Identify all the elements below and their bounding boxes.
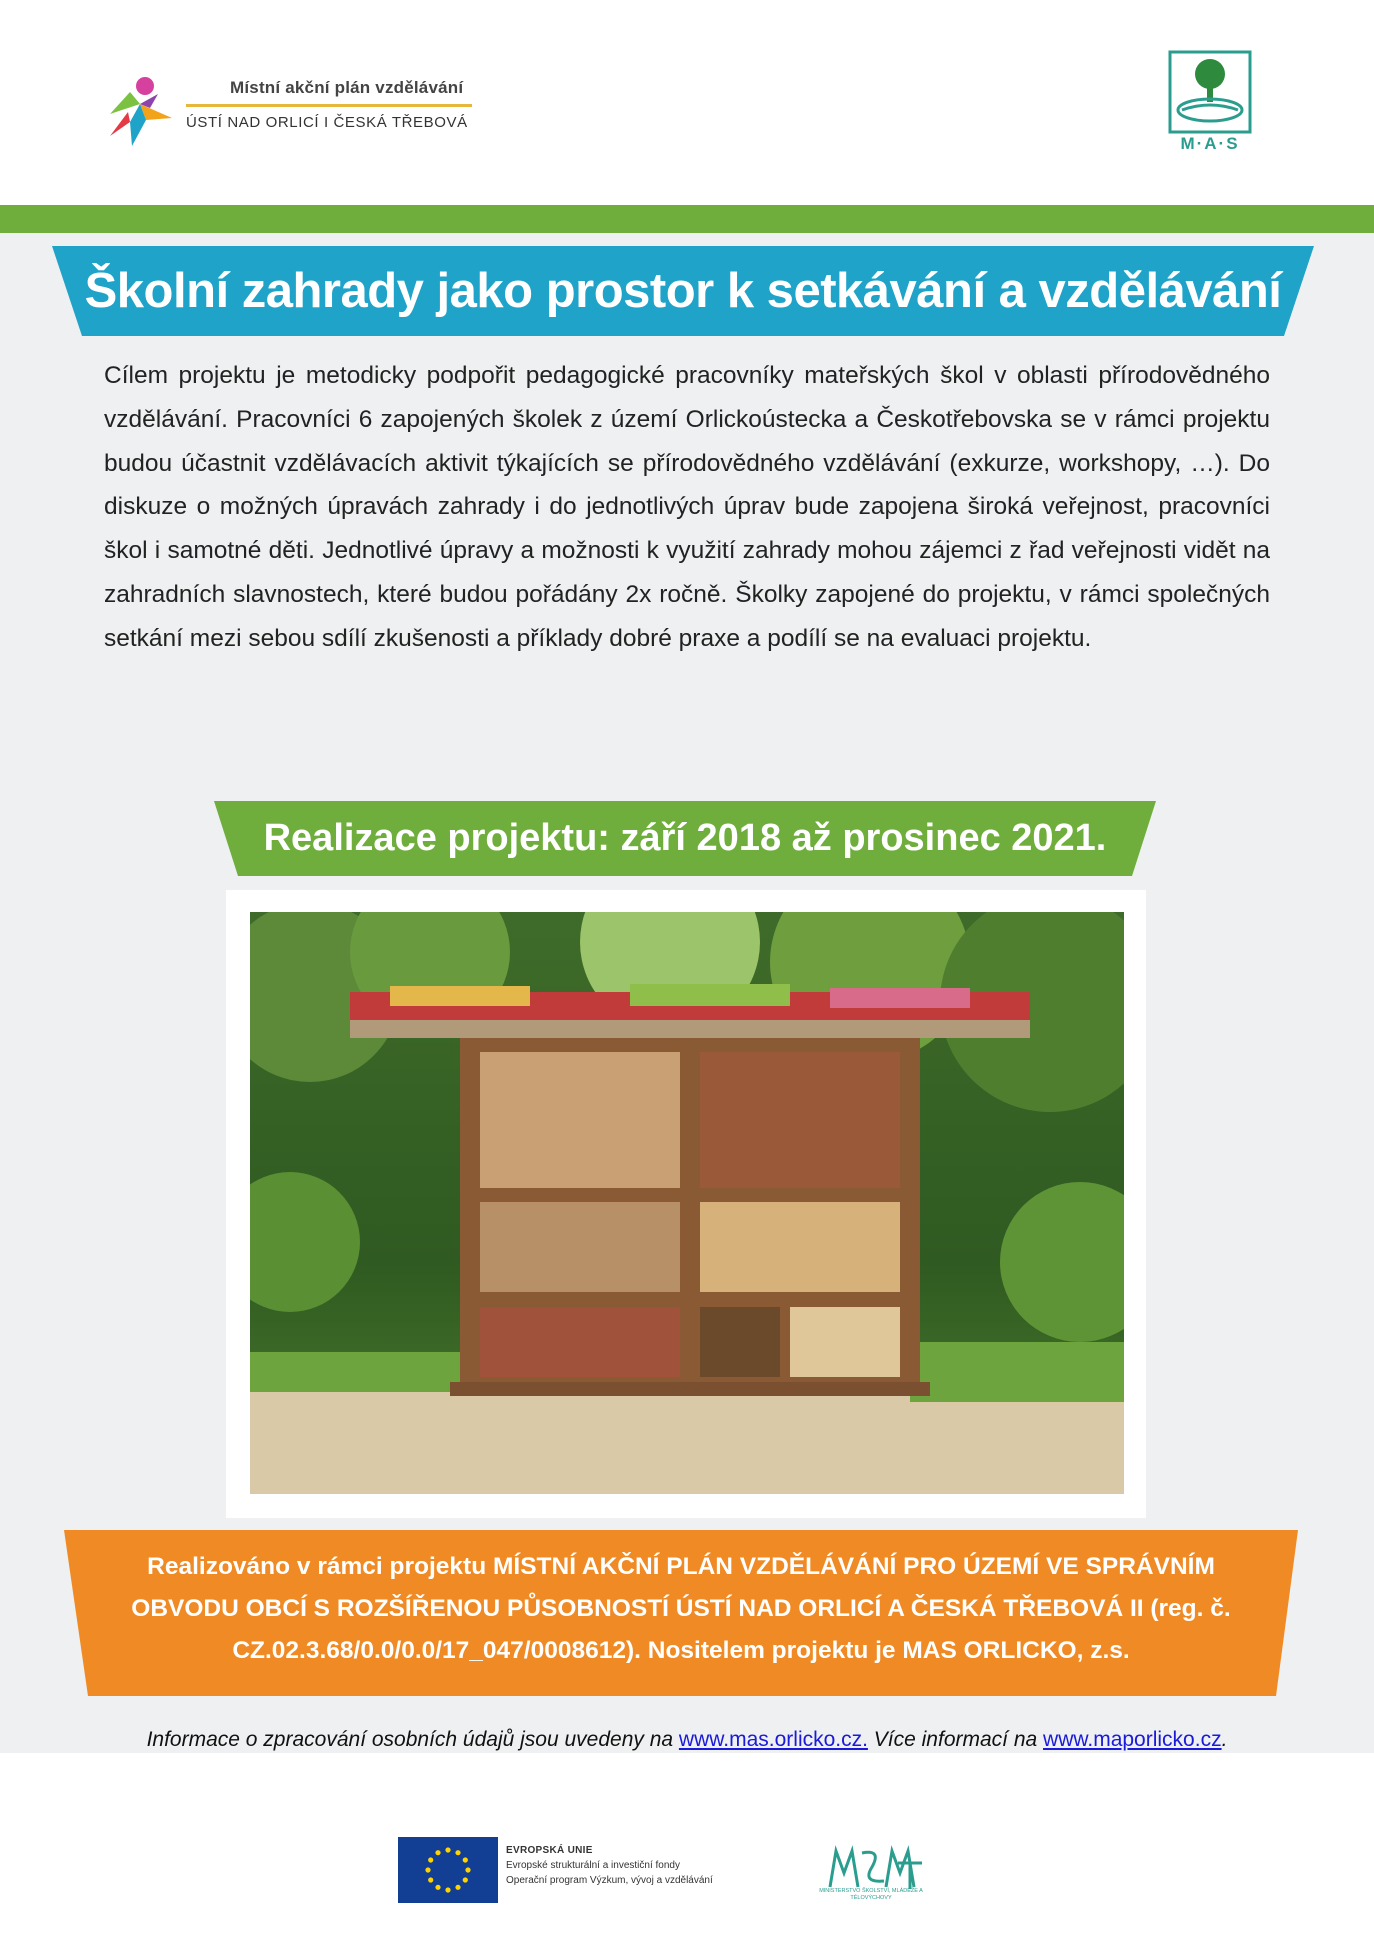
map-logo-line2: ÚSTÍ NAD ORLICÍ I ČESKÁ TŘEBOVÁ <box>186 114 468 131</box>
realization-text: Realizace projektu: září 2018 až prosinec 2021. <box>263 817 1107 859</box>
maporlicko-link[interactable]: www.maporlicko.cz <box>1043 1728 1222 1751</box>
page-title: Školní zahrady jako prostor k setkávání a vzdělávání <box>84 264 1282 318</box>
star-person-icon <box>100 74 180 154</box>
mas-tree-icon <box>1168 50 1252 134</box>
eu-line3: Operační program Výzkum, vývoj a vzdělávání <box>506 1875 713 1886</box>
eu-text-block <box>506 1843 776 1888</box>
realization-banner <box>214 801 1156 876</box>
info-text-before: Informace o zpracování osobních údajů jsou uvedeny na <box>146 1728 679 1751</box>
map-logo-line1: Místní akční plán vzdělávání <box>230 78 464 97</box>
title-banner <box>52 246 1314 336</box>
eu-line2: Evropské strukturální a investiční fondy <box>506 1860 680 1871</box>
msmt-text: MINISTERSTVO ŠKOLSTVÍ, MLÁDEŽE A TĚLOVÝCHOVY <box>819 1888 923 1901</box>
map-logo <box>100 74 480 154</box>
eu-flag-icon <box>398 1837 498 1903</box>
eu-line1: EVROPSKÁ UNIE <box>506 1845 593 1856</box>
project-info-banner <box>64 1530 1298 1696</box>
info-text-middle: Více informací na <box>867 1728 1044 1751</box>
header <box>0 0 1374 205</box>
mas-orlicko-link[interactable]: www.mas.orlicko.cz. <box>678 1728 868 1751</box>
insect-hotel-photo <box>250 912 1124 1494</box>
intro-paragraph: Cílem projektu je metodicky podpořit pedagogické pracovníky mateřských škol v oblasti přírodovědného vzdělávání. Pracovníci 6 zapojených školek z území Orlickoústecka a Českotřebovska se v rámci projektu budou účastnit vzdělávacích aktivit týkajících se přírodovědného vzdělávání (exkurze, workshopy, …). Do diskuze o možných úpravách zahrady i do jednotlivých úprav bude zapojena široká veřejnost, pracovníci škol i samotné děti. Jednotlivé úpravy a možnosti k využití zahrady mohou zájemci z řad veřejnosti vidět na zahradních slavnostech, které budou pořádány 2x ročně. Školky zapojené do projektu, v rámci společných setkání mezi sebou sdílí zkušenosti a příklady dobré praxe a podílí se na evaluaci projektu. <box>104 362 1270 652</box>
info-text-after: . <box>1221 1728 1228 1751</box>
mas-logo <box>1168 50 1252 158</box>
project-info-text: Realizováno v rámci projektu MÍSTNÍ AKČNÍ PLÁN VZDĚLÁVÁNÍ PRO ÚZEMÍ VE SPRÁVNÍM OBVODU OBCÍ S ROZŠÍŘENOU PŮSOBNOSTÍ ÚSTÍ NAD ORLICÍ A ČESKÁ TŘEBOVÁ II (reg. č. CZ.02.3.68/0.0/0.0/17_047/0008612). Nositelem projektu je MAS ORLICKO, z.s. <box>131 1553 1231 1664</box>
mas-logo-text: M·A·S <box>1180 134 1240 153</box>
map-logo-underline <box>186 104 472 107</box>
green-divider-bar <box>0 205 1374 233</box>
info-line <box>0 1728 1374 1752</box>
